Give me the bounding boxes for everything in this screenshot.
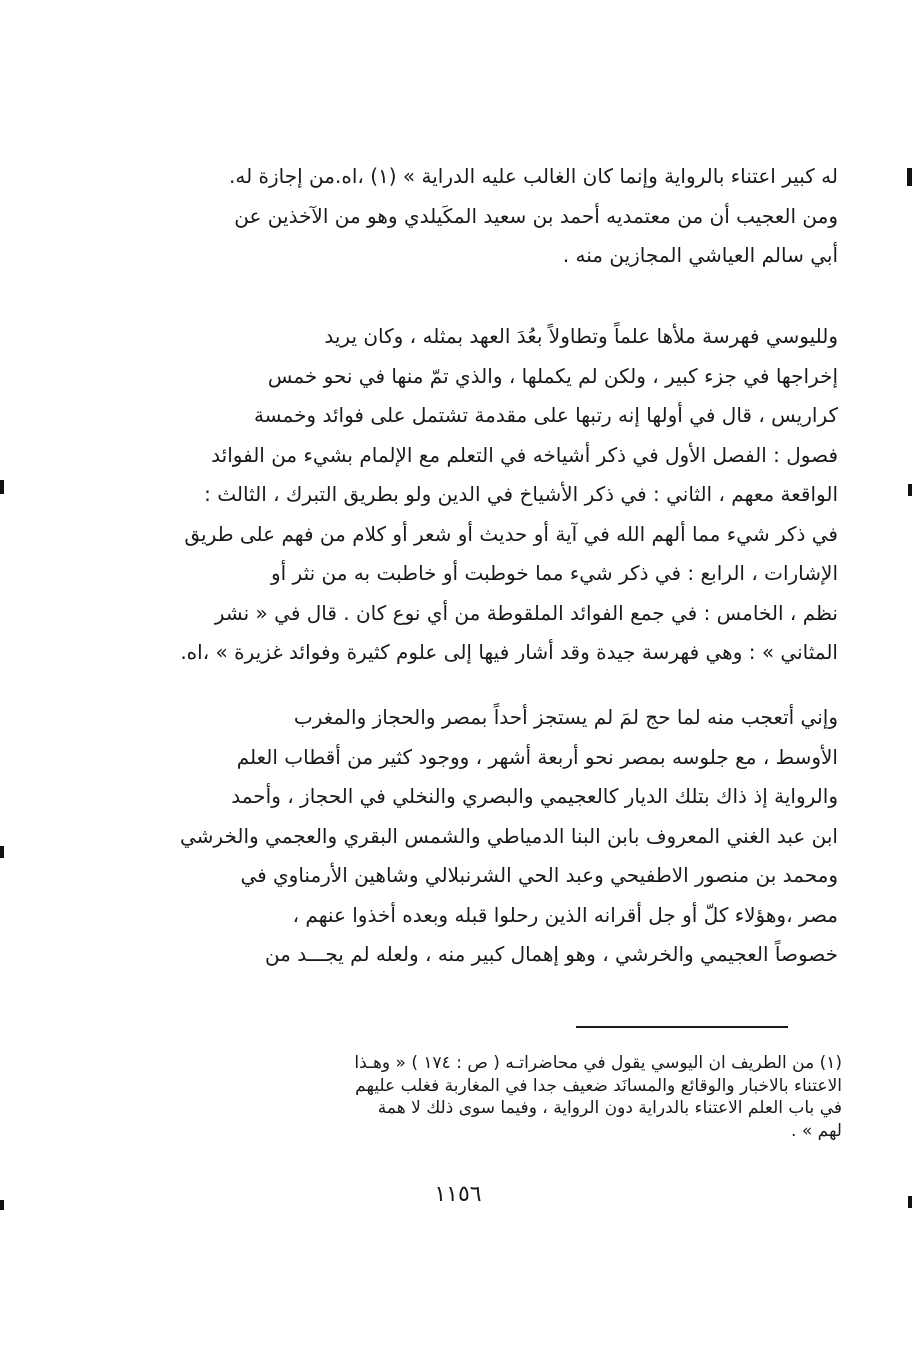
- text-line: إخراجها في جزء كبير ، ولكن لم يكملها ، والذي تمّ منها في نحو خمس: [267, 363, 838, 388]
- text-line: ومن العجيب أن من معتمديه أحمد بن سعيد المكَيلدي وهو من الآخذين عن: [234, 203, 838, 228]
- text-line: ولليوسي فهرسة ملأها علماً وتطاولاً بعُدَ العهد بمثله ، وكان يريد: [324, 324, 838, 348]
- edge-mark: [908, 484, 912, 496]
- paragraph-2: [128, 317, 838, 673]
- paragraph-3: [128, 698, 838, 975]
- text-line: وإني أتعجب منه لما حج لمَ لم يستجز أحداً بمصر والحجاز والمغرب: [293, 705, 838, 729]
- text-line: الواقعة معهم ، الثاني : في ذكر الأشياخ في الدين ولو بطريق التبرك ، الثالث :: [204, 482, 838, 506]
- edge-mark: [0, 480, 4, 494]
- text-line: والرواية إذ ذاك بتلك الديار كالعجيمي والبصري والنخلي في الحجاز ، وأحمد: [231, 784, 838, 808]
- text-line: كراريس ، قال في أولها إنه رتبها على مقدمة تشتمل على فوائد وخمسة: [253, 403, 838, 427]
- text-line: الإشارات ، الرابع : في ذكر شيء مما خوطبت أو خاطبت به من نثر أو: [270, 561, 838, 585]
- text-line: فصول : الفصل الأول في ذكر أشياخه في التعلم مع الإلمام بشيء من الفوائد: [211, 442, 838, 467]
- text-line: له كبير اعتناء بالرواية وإنما كان الغالب عليه الدراية » (١) ،اه.من إجازة له.: [229, 164, 838, 188]
- text-line: خصوصاً العجيمي والخرشي ، وهو إهمال كبير منه ، ولعله لم يجـــد من: [264, 942, 838, 966]
- page-number: ١١٥٦: [434, 1182, 482, 1207]
- text-line: أبي سالم العياشي المجازين منه .: [562, 243, 838, 267]
- footnote-line: (١) من الطريف ان اليوسي يقول في محاضراتـه ( ص : ١٧٤ ) « وهـذا: [354, 1053, 842, 1073]
- text-line: المثاني » : وهي فهرسة جيدة وقد أشار فيها إلى علوم كثيرة وفوائد غزيرة » ،اه.: [180, 640, 838, 664]
- edge-mark: [907, 168, 912, 186]
- footnote-line: في باب العلم الاعتناء بالدراية دون الرواية ، وفيما سوى ذلك لا همة: [377, 1098, 842, 1118]
- edge-mark: [0, 846, 4, 858]
- text-line: مصر ،وهؤلاء كلّ أو جل أقرانه الذين رحلوا قبله وبعده أخذوا عنهم ،: [292, 902, 838, 927]
- text-line: ومحمد بن منصور الاطفيحي وعبد الحي الشرنبلالي وشاهين الأرمناوي في: [240, 863, 838, 887]
- footnote-line: لهم » .: [791, 1120, 842, 1141]
- text-line: نظم ، الخامس : في جمع الفوائد الملقوطة من أي نوع كان . قال في « نشر: [214, 600, 838, 625]
- footnote-separator: [576, 1026, 788, 1028]
- footnote-line: الاعتناء بالاخبار والوقائع والمسانَد ضعيف جدا في المغاربة فغلب عليهم: [355, 1075, 842, 1096]
- paragraph-1: [128, 157, 838, 276]
- footnote: [134, 1052, 842, 1142]
- text-line: في ذكر شيء مما ألهم الله في آية أو حديث أو شعر أو كلام من فهم على طريق: [184, 521, 838, 546]
- edge-mark: [0, 1200, 4, 1210]
- text-line: الأوسط ، مع جلوسه بمصر نحو أربعة أشهر ، ووجود كثير من أقطاب العلم: [236, 744, 838, 769]
- text-line: ابن عبد الغني المعروف بابن البنا الدمياطي والشمس البقري والعجمي والخرشي: [179, 823, 838, 848]
- edge-mark: [908, 1196, 912, 1208]
